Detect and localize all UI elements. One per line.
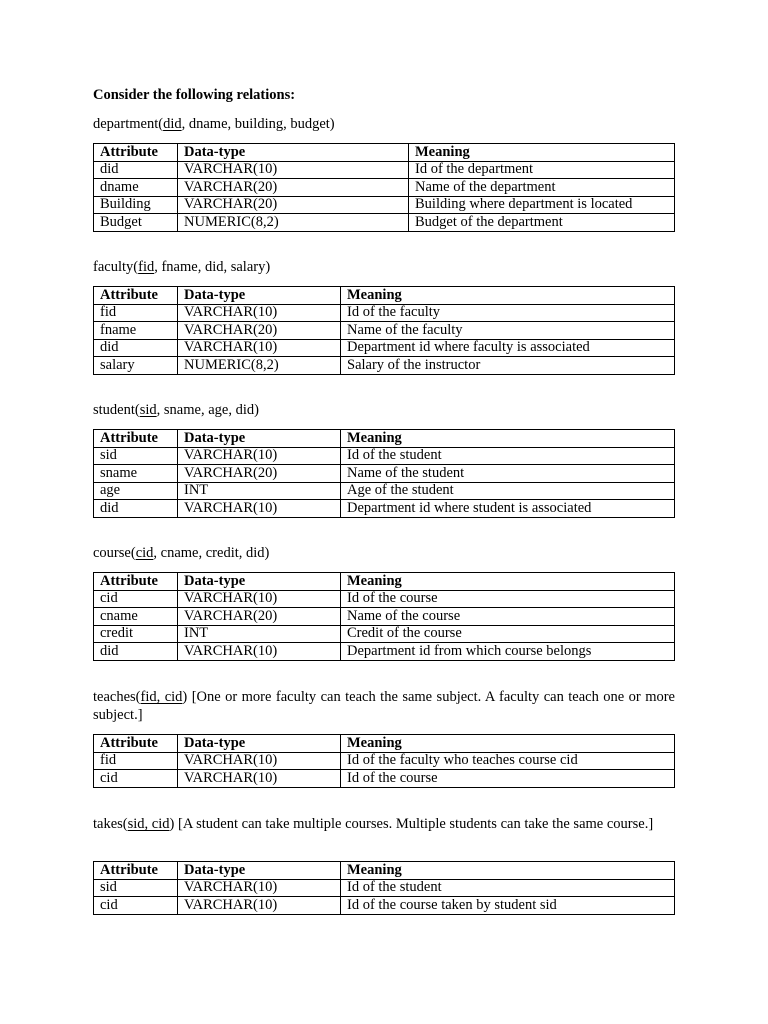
table-cell: fid (94, 304, 178, 322)
table-cell: NUMERIC(8,2) (178, 214, 409, 232)
table-cell: VARCHAR(10) (178, 897, 341, 915)
table-row (94, 625, 675, 643)
relation-course-title (93, 544, 675, 562)
table-row (94, 447, 675, 465)
table-cell: Department id where student is associated (341, 500, 675, 518)
relation-name: takes (93, 816, 123, 832)
table-cell: Budget of the department (409, 214, 675, 232)
table-cell: VARCHAR(20) (178, 322, 341, 340)
table-cell: cid (94, 590, 178, 608)
primary-key: cid (135, 545, 154, 561)
table-cell: did (94, 500, 178, 518)
relation-name: student (93, 402, 135, 418)
table-cell: Id of the student (341, 879, 675, 897)
table-cell: Name of the department (409, 179, 675, 197)
table-cell: Id of the course taken by student sid (341, 897, 675, 915)
table-row (94, 161, 675, 179)
table-cell: Name of the faculty (341, 322, 675, 340)
table-cell: INT (178, 625, 341, 643)
relation-attributes: ) (169, 816, 175, 832)
column-header: Meaning (409, 144, 675, 162)
column-header: Attribute (94, 735, 178, 753)
table-cell: VARCHAR(20) (178, 465, 341, 483)
table-cell: Budget (94, 214, 178, 232)
column-header: Data-type (178, 862, 341, 880)
table-row (94, 322, 675, 340)
column-header: Meaning (341, 862, 675, 880)
table-cell: Building (94, 196, 178, 214)
relation-note: [A student can take multiple courses. Multiple students can take the same course.] (174, 816, 654, 832)
column-header: Meaning (341, 573, 675, 591)
primary-key: fid (138, 259, 155, 275)
table-cell: dname (94, 179, 178, 197)
table-cell: VARCHAR(10) (178, 304, 341, 322)
table-cell: sid (94, 879, 178, 897)
primary-key: sid, cid (127, 816, 170, 832)
column-header: Data-type (178, 573, 341, 591)
table-cell: sid (94, 447, 178, 465)
primary-key: did (163, 116, 182, 132)
table-cell: VARCHAR(10) (178, 752, 341, 770)
relation-paren: ( (133, 259, 139, 275)
table-cell: Id of the faculty who teaches course cid (341, 752, 675, 770)
table-row (94, 179, 675, 197)
table-row (94, 482, 675, 500)
table-row (94, 608, 675, 626)
table-cell: VARCHAR(10) (178, 590, 341, 608)
table-header-row (94, 144, 675, 162)
relation-note: [One or more faculty can teach the same subject. A faculty can teach one or more subject.] (93, 689, 675, 723)
table-cell: VARCHAR(20) (178, 196, 409, 214)
table-header-row (94, 287, 675, 305)
relation-attributes: , dname, building, budget) (181, 116, 335, 132)
table-header-row (94, 735, 675, 753)
table-row (94, 465, 675, 483)
table-cell: VARCHAR(10) (178, 643, 341, 661)
table-cell: Department id where faculty is associated (341, 339, 675, 357)
table-cell: Name of the student (341, 465, 675, 483)
table-cell: VARCHAR(10) (178, 339, 341, 357)
table-cell: fid (94, 752, 178, 770)
takes-table (93, 861, 675, 915)
table-cell: Salary of the instructor (341, 357, 675, 375)
faculty-table (93, 286, 675, 375)
column-header: Meaning (341, 430, 675, 448)
column-header: Data-type (178, 735, 341, 753)
column-header: Meaning (341, 287, 675, 305)
table-cell: VARCHAR(10) (178, 879, 341, 897)
table-header-row (94, 862, 675, 880)
table-cell: did (94, 161, 178, 179)
table-cell: credit (94, 625, 178, 643)
column-header: Meaning (341, 735, 675, 753)
table-row (94, 500, 675, 518)
table-row (94, 339, 675, 357)
table-row (94, 304, 675, 322)
table-cell: salary (94, 357, 178, 375)
table-cell: Id of the student (341, 447, 675, 465)
table-row (94, 752, 675, 770)
table-cell: did (94, 643, 178, 661)
table-cell: VARCHAR(10) (178, 161, 409, 179)
table-cell: Id of the course (341, 590, 675, 608)
table-row (94, 643, 675, 661)
column-header: Data-type (178, 430, 341, 448)
relation-name: course (93, 545, 131, 561)
table-cell: cname (94, 608, 178, 626)
table-cell: VARCHAR(20) (178, 179, 409, 197)
table-header-row (94, 573, 675, 591)
table-cell: Name of the course (341, 608, 675, 626)
table-row (94, 590, 675, 608)
table-row (94, 879, 675, 897)
relation-name: faculty (93, 259, 134, 275)
table-row (94, 357, 675, 375)
relation-department-title (93, 115, 675, 133)
table-cell: VARCHAR(10) (178, 500, 341, 518)
table-cell: Department id from which course belongs (341, 643, 675, 661)
table-row (94, 196, 675, 214)
primary-key: fid, cid (140, 689, 183, 705)
table-cell: Id of the course (341, 770, 675, 788)
relation-attributes: , sname, age, did) (156, 402, 259, 418)
primary-key: sid (139, 402, 157, 418)
table-cell: age (94, 482, 178, 500)
table-cell: NUMERIC(8,2) (178, 357, 341, 375)
table-cell: VARCHAR(20) (178, 608, 341, 626)
table-cell: fname (94, 322, 178, 340)
relation-name: teaches (93, 689, 136, 705)
table-cell: did (94, 339, 178, 357)
column-header: Attribute (94, 862, 178, 880)
relation-paren: ( (158, 116, 164, 132)
table-cell: Credit of the course (341, 625, 675, 643)
teaches-table (93, 734, 675, 788)
relation-attributes: ) (182, 689, 188, 705)
table-cell: cid (94, 770, 178, 788)
table-cell: cid (94, 897, 178, 915)
table-cell: Age of the student (341, 482, 675, 500)
relation-takes-title (93, 815, 675, 833)
relation-paren: ( (134, 402, 140, 418)
table-header-row (94, 430, 675, 448)
column-header: Attribute (94, 287, 178, 305)
student-table (93, 429, 675, 518)
course-table (93, 572, 675, 661)
relation-student-title (93, 401, 675, 419)
table-cell: Id of the department (409, 161, 675, 179)
page-heading: Consider the following relations: (93, 87, 296, 103)
table-cell: VARCHAR(10) (178, 770, 341, 788)
table-row (94, 897, 675, 915)
relation-attributes: , cname, credit, did) (153, 545, 270, 561)
relation-name: department (93, 116, 159, 132)
relation-faculty-title (93, 258, 675, 276)
relation-teaches-title (93, 688, 675, 724)
table-cell: Building where department is located (409, 196, 675, 214)
table-row (94, 770, 675, 788)
relation-paren: ( (135, 689, 141, 705)
column-header: Data-type (178, 287, 341, 305)
column-header: Attribute (94, 144, 178, 162)
table-cell: INT (178, 482, 341, 500)
column-header: Attribute (94, 573, 178, 591)
department-table (93, 143, 675, 232)
column-header: Attribute (94, 430, 178, 448)
table-cell: sname (94, 465, 178, 483)
table-cell: VARCHAR(10) (178, 447, 341, 465)
column-header: Data-type (178, 144, 409, 162)
relation-paren: ( (130, 545, 136, 561)
table-row (94, 214, 675, 232)
table-cell: Id of the faculty (341, 304, 675, 322)
relation-attributes: , fname, did, salary) (154, 259, 271, 275)
relation-paren: ( (122, 816, 128, 832)
